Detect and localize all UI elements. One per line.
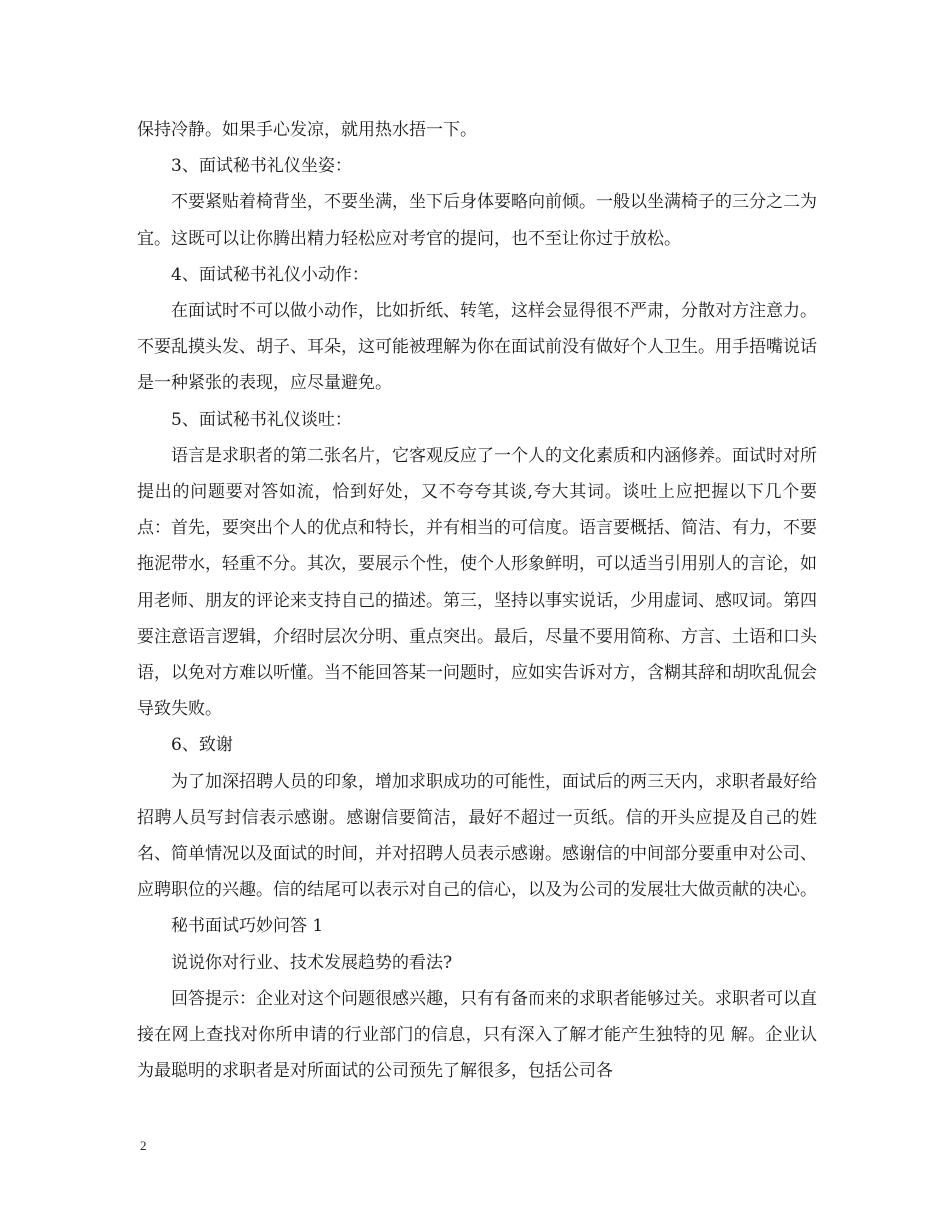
heading-sitting-posture: 3、面试秘书礼仪坐姿： xyxy=(171,156,352,177)
question-industry-trends: 说说你对行业、技术发展趋势的看法? xyxy=(171,952,453,973)
paragraph-sitting-posture: 不要紧贴着椅背坐，不要坐满，坐下后身体要略向前倾。一般以坐满椅子的三分之二为宜。这既可以让你腾出精力轻松应对考官的提问，也不至让你过于放松。 xyxy=(137,192,817,249)
paragraph-small-gestures: 在面试时不可以做小动作，比如折纸、转笔，这样会显得很不严肃，分散对方注意力。不要乱摸头发、胡子、耳朵，这可能被理解为你在面试前没有做好个人卫生。用手捂嘴说话是一种紧张的表现，应尽量避免。 xyxy=(137,301,817,394)
page-body xyxy=(137,112,817,1089)
heading-small-gestures: 4、面试秘书礼仪小动作： xyxy=(171,264,369,285)
paragraph-thanks: 为了加深招聘人员的印象，增加求职成功的可能性，面试后的两三天内，求职者最好给招聘人员写封信表示感谢。感谢信要简洁，最好不超过一页纸。信的开头应提及自己的姓名、简单情况以及面试的时间，并对招聘人员表示感谢。感谢信的中间部分要重申对公司、应聘职位的兴趣。信的结尾可以表示对自己的信心，以及为公司的发展壮大做贡献的决心。 xyxy=(137,771,817,901)
heading-qa: 秘书面试巧妙问答 1 xyxy=(171,916,324,937)
heading-thanks: 6、致谢 xyxy=(171,735,233,756)
paragraph-1: 保持冷静。如果手心发凉，就用热水捂一下。 xyxy=(137,120,477,140)
paragraph-speech: 语言是求职者的第二张名片，它客观反应了一个人的文化素质和内涵修养。面试时对所提出的问题要对答如流，恰到好处，又不夸夸其谈,夸大其词。谈吐上应把握以下几个要点：首先，要突出个人的优点和特长，并有相当的可信度。语言要概括、简洁、有力，不要拖泥带水，轻重不分。其次，要展示个性，使个人形象鲜明，可以适当引用别人的言论，如用老师、朋友的评论来支持自己的描述。第三，坚持以事实说话，少用虚词、感叹词。第四要注意语言逻辑，介绍时层次分明、重点突出。最后，尽量不要用简称、方言、土语和口头语，以免对方难以听懂。当不能回答某一问题时，应如实告诉对方，含糊其辞和胡吹乱侃会导致失败。 xyxy=(137,445,817,720)
heading-speech: 5、面试秘书礼仪谈吐： xyxy=(171,409,352,430)
answer-industry-trends: 回答提示：企业对这个问题很感兴趣，只有有备而来的求职者能够过关。求职者可以直接在网上查找对你所申请的行业部门的信息，只有深入了解才能产生独特的见 解。企业认为最聪明的求职者是对所面试的公司预先了解很多，包括公司各 xyxy=(137,988,817,1082)
page-number: 2 xyxy=(140,1138,147,1153)
